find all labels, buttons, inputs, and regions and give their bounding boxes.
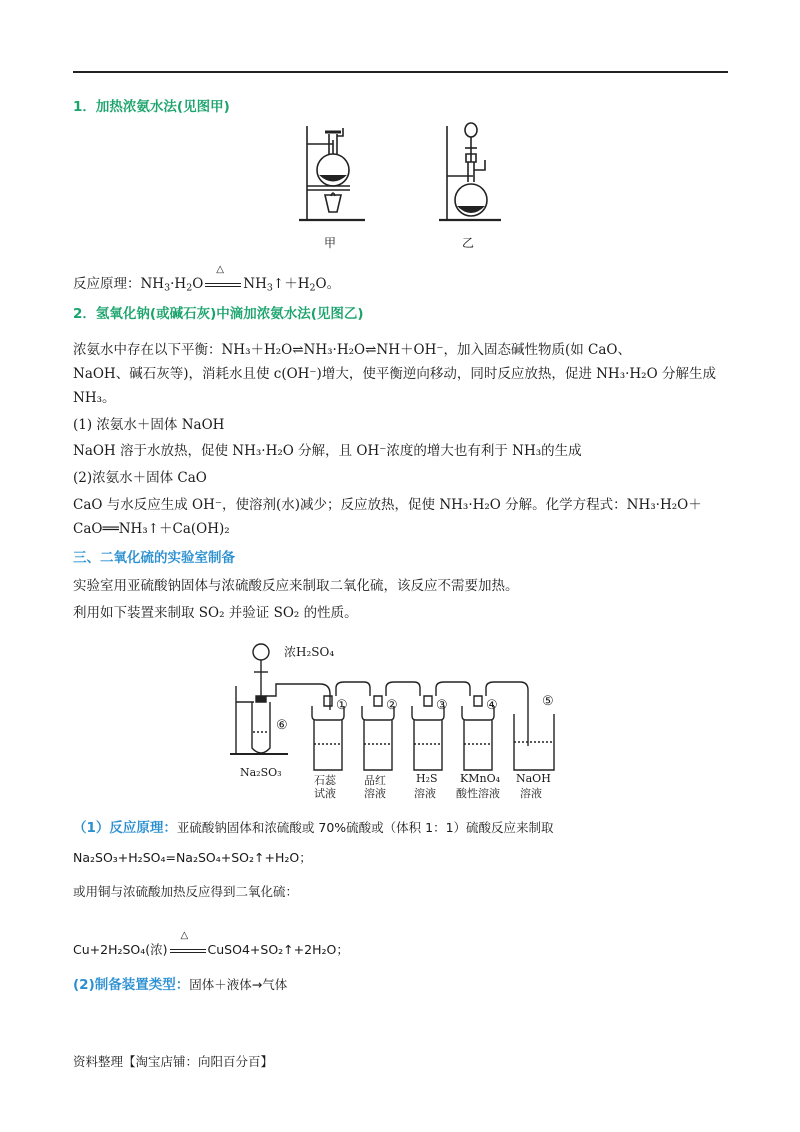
section1-heading: 1．加热浓氨水法(见图甲) [73, 99, 230, 115]
figure-label-yi: 乙 [462, 236, 475, 250]
bottle3-label-a: H₂S [416, 772, 438, 785]
num-4: ④ [486, 698, 498, 713]
equals-arrow-2: △ [170, 944, 206, 958]
paragraph1-line1: 浓氨水中存在以下平衡：NH₃＋H₂O⇌NH₃·H₂O⇌NH＋OH⁻，加入固态碱性物质(如 CaO、 [73, 342, 631, 358]
ammonia-apparatus-figure [295, 120, 505, 250]
num-3: ③ [436, 698, 448, 713]
bottle1-label-a: 石蕊 [314, 774, 336, 787]
reaction1-equation: 反应原理：$NH_3\cdot H_2O$ △ $NH_3↑+H_2O$。 [73, 263, 341, 294]
sub1-equation2: Cu+2H₂SO₄(浓) △ CuSO4+SO₂↑+2H₂O； [73, 929, 349, 957]
so2-apparatus-figure [228, 636, 578, 800]
acid-label: 浓H₂SO₄ [284, 645, 335, 659]
item1-title: (1) 浓氨水＋固体 NaOH [73, 417, 225, 433]
bottle4-label-a: KMnO₄ [460, 772, 500, 785]
paragraph1-line3: NH₃。 [73, 390, 116, 406]
figure-label-jia: 甲 [324, 236, 337, 250]
sub1-text: 亚硫酸钠固体和浓硫酸或 70%硫酸或（体积 1：1）硫酸反应来制取 [176, 820, 554, 835]
sub1-line [73, 818, 554, 838]
bottle2-label-a: 品红 [364, 774, 386, 787]
equals-arrow: △ [205, 278, 241, 292]
paragraph2-line1: 实验室用亚硫酸钠固体与浓硫酸反应来制取二氧化硫，该反应不需要加热。 [73, 578, 519, 594]
num-1: ① [336, 698, 348, 713]
bottle2-label-b: 溶液 [364, 787, 386, 800]
sub2-text: 固体＋液体→气体 [189, 977, 288, 992]
sub1-label: （1）反应原理： [73, 820, 177, 836]
section3-heading: 三、二氧化硫的实验室制备 [73, 550, 235, 566]
item2-line2: CaO══NH₃↑＋Ca(OH)₂ [73, 521, 230, 537]
sub2-label: (2)制备装置类型： [73, 977, 190, 993]
bottle3-label-b: 溶液 [414, 787, 436, 800]
section2-heading: 2．氢氧化钠(或碱石灰)中滴加浓氨水法(见图乙) [73, 306, 364, 322]
header-rule [73, 71, 728, 73]
sub1-text2: 或用铜与浓硫酸加热反应得到二氧化硫： [73, 884, 299, 899]
sub2-line [73, 975, 287, 995]
solid-label: Na₂SO₃ [240, 766, 282, 779]
paragraph2-line2: 利用如下装置来制取 SO₂ 并验证 SO₂ 的性质。 [73, 605, 358, 621]
bottle4-label-b: 酸性溶液 [456, 787, 500, 800]
bottle1-label-b: 试液 [314, 787, 336, 800]
item2-line1: CaO 与水反应生成 OH⁻，使溶剂(水)减少；反应放热，促使 NH₃·H₂O 分解。化学方程式：NH₃·H₂O＋ [73, 497, 702, 513]
beaker-label-b: 溶液 [520, 787, 542, 800]
footer-text: 资料整理【淘宝店铺：向阳百分百】 [73, 1054, 274, 1069]
sub1-equation1: Na₂SO₃+H₂SO₄=Na₂SO₄+SO₂↑+H₂O； [73, 850, 312, 865]
beaker-label-a: NaOH [516, 772, 551, 785]
item1-text: NaOH 溶于水放热，促使 NH₃·H₂O 分解，且 OH⁻浓度的增大也有利于 NH₃的生成 [73, 443, 582, 459]
num-2: ② [386, 698, 398, 713]
item2-title: (2)浓氨水＋固体 CaO [73, 470, 207, 486]
num-5: ⑤ [542, 694, 554, 709]
paragraph1-line2: NaOH、碱石灰等)，消耗水且使 c(OH⁻)增大，使平衡逆向移动，同时反应放热，促进 NH₃·H₂O 分解生成 [73, 366, 716, 382]
num-6: ⑥ [276, 718, 288, 733]
